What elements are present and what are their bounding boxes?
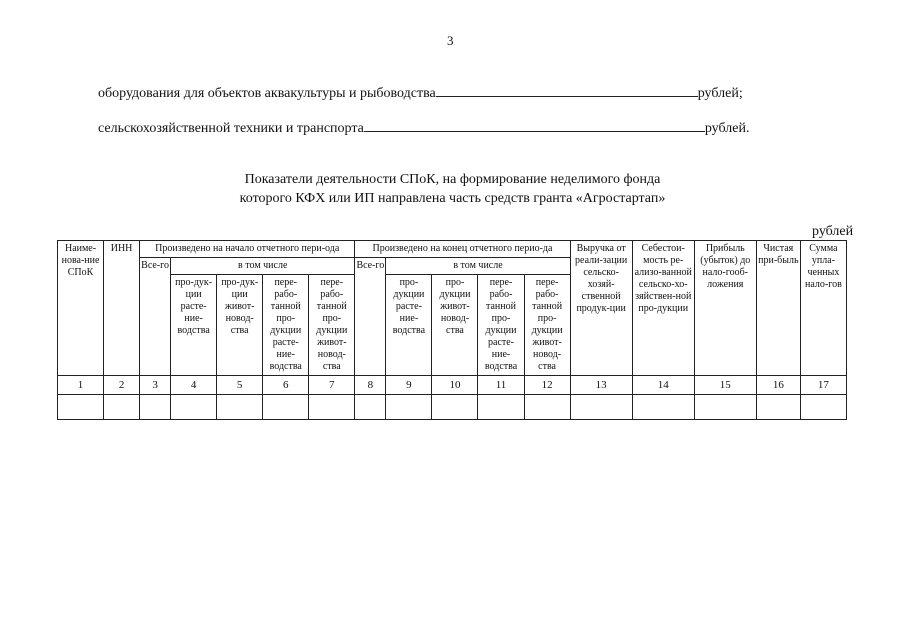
- table-cell: [478, 395, 524, 420]
- table-cell: [694, 395, 756, 420]
- table-cell: [263, 395, 309, 420]
- table-cell: [632, 395, 694, 420]
- column-number: 7: [309, 376, 355, 395]
- header-end-total: Все-го: [355, 258, 386, 376]
- column-number: 16: [756, 376, 800, 395]
- header-end-incl: в том числе: [386, 258, 570, 275]
- header-end-sub: про-дукции живот-новод-ства: [432, 275, 478, 376]
- table-cell: [171, 395, 217, 420]
- header-profit: Прибыль (убыток) до нало-гооб-ложения: [694, 241, 756, 376]
- header-start-sub: пере-рабо-танной про-дукции живот-новод-ства: [309, 275, 355, 376]
- header-end-sub: пере-рабо-танной про-дукции расте-ние-водства: [478, 275, 524, 376]
- line-label: сельскохозяйственной техники и транспорта: [98, 121, 364, 136]
- column-number: 6: [263, 376, 309, 395]
- header-name: Наиме-нова-ние СПоК: [58, 241, 104, 376]
- header-start-total: Все-го: [140, 258, 171, 376]
- fill-blank: [364, 119, 705, 132]
- page-number: 3: [447, 33, 454, 48]
- line-unit: рублей;: [697, 86, 743, 101]
- title-line-1: Показатели деятельности СПоК, на формирование неделимого фонда: [244, 172, 661, 187]
- table-cell: [140, 395, 171, 420]
- column-number: 1: [58, 376, 104, 395]
- unit-label: рублей: [812, 224, 854, 239]
- indicators-table: [57, 240, 847, 420]
- table-cell: [58, 395, 104, 420]
- line-aquaculture-equipment: [98, 84, 743, 102]
- header-end-sub: пере-рабо-танной про-дукции живот-новод-ства: [524, 275, 570, 376]
- table-cell: [432, 395, 478, 420]
- table-cell: [217, 395, 263, 420]
- fill-blank: [436, 84, 698, 97]
- column-number: 2: [104, 376, 140, 395]
- header-group-end: Произведено на конец отчетного перио-да: [355, 241, 570, 258]
- header-end-sub: про-дукции расте-ние-водства: [386, 275, 432, 376]
- table-title: [0, 170, 905, 208]
- column-number: 3: [140, 376, 171, 395]
- column-number: 10: [432, 376, 478, 395]
- header-start-sub: про-дук-ции живот-новод-ства: [217, 275, 263, 376]
- header-start-sub: про-дук-ции расте-ние-водства: [171, 275, 217, 376]
- column-number: 17: [800, 376, 846, 395]
- column-number: 4: [171, 376, 217, 395]
- header-start-incl: в том числе: [171, 258, 355, 275]
- header-inn: ИНН: [104, 241, 140, 376]
- table-cell: [355, 395, 386, 420]
- table-cell: [756, 395, 800, 420]
- column-number: 8: [355, 376, 386, 395]
- table-cell: [104, 395, 140, 420]
- header-taxes: Сумма упла-ченных нало-гов: [800, 241, 846, 376]
- column-number: 12: [524, 376, 570, 395]
- empty-data-row: [58, 395, 847, 420]
- line-label: оборудования для объектов аквакультуры и рыбоводства: [98, 86, 436, 101]
- column-number-row: [58, 376, 847, 395]
- line-agri-machinery: [98, 119, 749, 137]
- table-cell: [386, 395, 432, 420]
- header-revenue: Выручка от реали-зации сельско-хозяй-ственной продук-ции: [570, 241, 632, 376]
- header-group-start: Произведено на начало отчетного пери-ода: [140, 241, 355, 258]
- column-number: 5: [217, 376, 263, 395]
- column-number: 14: [632, 376, 694, 395]
- column-number: 11: [478, 376, 524, 395]
- header-net-profit: Чистая при-быль: [756, 241, 800, 376]
- header-start-sub: пере-рабо-танной про-дукции расте-ние-водства: [263, 275, 309, 376]
- column-number: 9: [386, 376, 432, 395]
- table-cell: [800, 395, 846, 420]
- table-cell: [570, 395, 632, 420]
- table-cell: [524, 395, 570, 420]
- column-number: 15: [694, 376, 756, 395]
- column-number: 13: [570, 376, 632, 395]
- table-cell: [309, 395, 355, 420]
- header-cost: Себестои-мость ре-ализо-ванной сельско-хо-зяйствен-ной про-дукции: [632, 241, 694, 376]
- line-unit: рублей.: [704, 121, 750, 136]
- title-line-2: которого КФХ или ИП направлена часть средств гранта «Агростартап»: [239, 191, 666, 206]
